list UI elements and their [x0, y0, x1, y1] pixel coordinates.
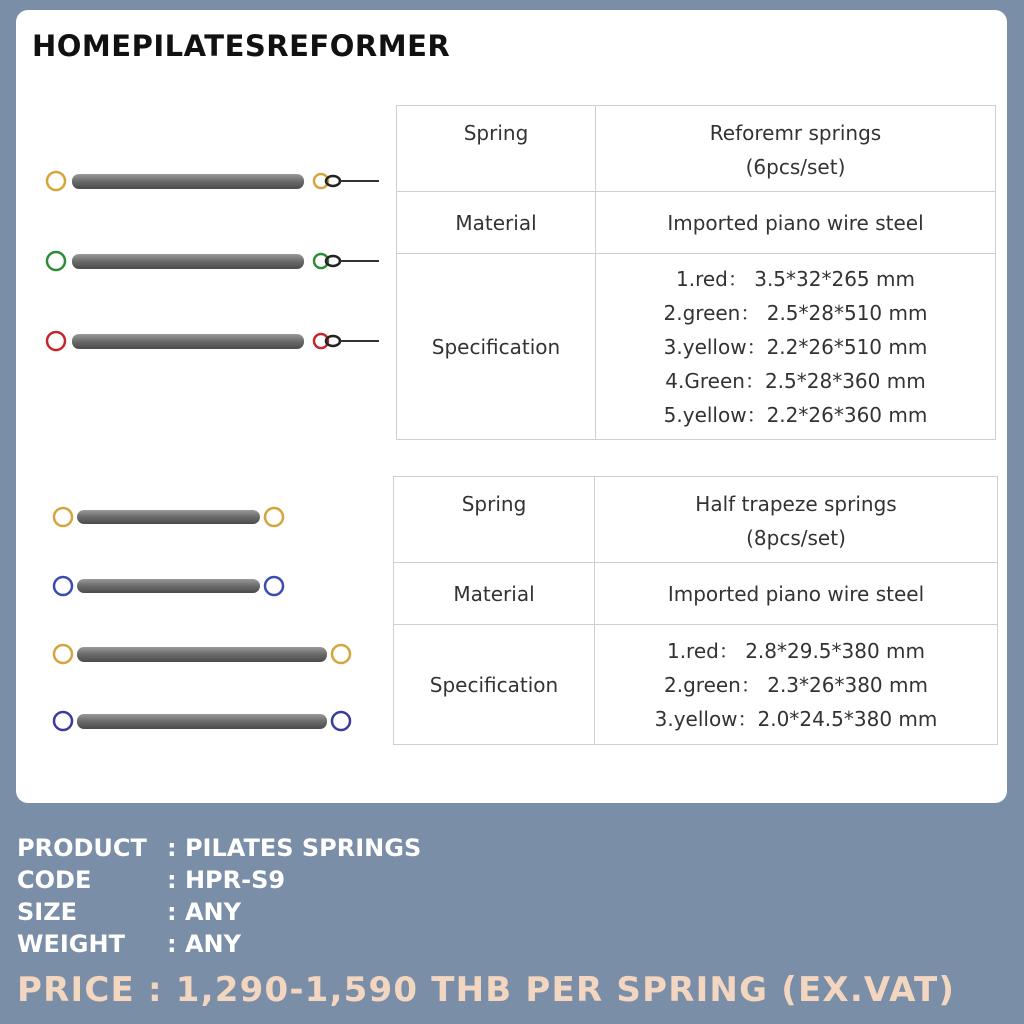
- code-row: [17, 864, 421, 896]
- code-label: CODE: [17, 866, 92, 894]
- specification-value: 1.red： 3.5*32*265 mm 2.green： 2.5*28*510 mm 3.yellow：2.2*26*510 mm 4.Green：2.5*28*360 mm 5.yellow：2.2*26*360 mm: [596, 254, 996, 440]
- product-info: [17, 832, 421, 960]
- material-label: Material: [397, 192, 596, 254]
- material-value: Imported piano wire steel: [595, 563, 998, 625]
- table-row: [397, 192, 996, 254]
- weight-row: [17, 928, 421, 960]
- material-value: Imported piano wire steel: [596, 192, 996, 254]
- table-row: [397, 106, 996, 192]
- table-row: [394, 477, 998, 563]
- trapeze-spec-table: [393, 476, 998, 745]
- weight-label: WEIGHT: [17, 930, 125, 958]
- spring-value: Reforemr springs (6pcs/set): [596, 106, 996, 192]
- spring-value: Half trapeze springs (8pcs/set): [595, 477, 998, 563]
- size-row: [17, 896, 421, 928]
- table-row: [394, 625, 998, 745]
- weight-value: : ANY: [167, 930, 241, 958]
- table-row: [397, 254, 996, 440]
- product-value: : PILATES SPRINGS: [167, 834, 422, 862]
- size-value: : ANY: [167, 898, 241, 926]
- spring-label: Spring: [394, 477, 595, 563]
- size-label: SIZE: [17, 898, 78, 926]
- reformer-spec-table: [396, 105, 996, 440]
- spring-label: Spring: [397, 106, 596, 192]
- code-value: : HPR-S9: [167, 866, 286, 894]
- specification-value: 1.red： 2.8*29.5*380 mm 2.green： 2.3*26*380 mm 3.yellow：2.0*24.5*380 mm: [595, 625, 998, 745]
- price-text: PRICE : 1,290-1,590 THB PER SPRING (EX.VAT): [17, 970, 956, 1010]
- table-row: [394, 563, 998, 625]
- product-row: [17, 832, 421, 864]
- brand-title: HOMEPILATESREFORMER: [32, 29, 451, 63]
- specification-label: Specification: [394, 625, 595, 745]
- material-label: Material: [394, 563, 595, 625]
- product-label: PRODUCT: [17, 834, 147, 862]
- specification-label: Specification: [397, 254, 596, 440]
